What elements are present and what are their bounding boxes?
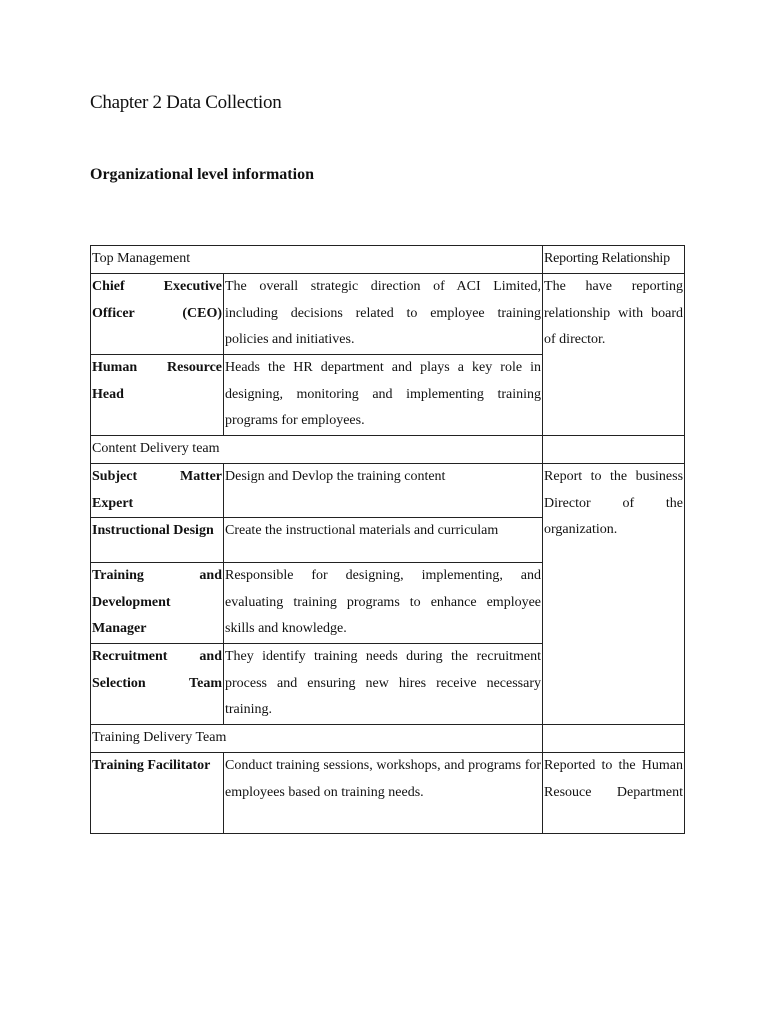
reporting-cell: Reported to the Human Resouce Department <box>543 753 685 834</box>
reporting-relationship-header: Reporting Relationship <box>543 246 685 274</box>
group-header-row <box>91 246 685 274</box>
role-cell: Subject Matter Expert <box>91 464 224 518</box>
role-cell: Training and Development Manager <box>91 563 224 644</box>
group-label-training-delivery: Training Delivery Team <box>91 725 543 753</box>
reporting-cell: Report to the business Director of the organization. <box>543 464 685 725</box>
role-cell: Chief Executive Officer (CEO) <box>91 274 224 355</box>
description-cell: Design and Devlop the training content <box>224 464 543 518</box>
empty-cell <box>543 725 685 753</box>
description-cell: Create the instructional materials and curriculam <box>224 518 543 563</box>
org-structure-table <box>90 245 685 834</box>
description-cell: Responsible for designing, implementing, and evaluating training programs to enhance employee skills and knowledge. <box>224 563 543 644</box>
role-cell: Recruitment and Selection Team <box>91 644 224 725</box>
table-row <box>91 274 685 355</box>
role-cell: Instructional Design <box>91 518 224 563</box>
chapter-title: Chapter 2 Data Collection <box>90 92 282 113</box>
table-row <box>91 753 685 834</box>
description-cell: Heads the HR department and plays a key role in designing, monitoring and implementing training programs for employees. <box>224 355 543 436</box>
description-cell: Conduct training sessions, workshops, and programs for employees based on training needs. <box>224 753 543 834</box>
group-label-content-delivery: Content Delivery team <box>91 436 543 464</box>
description-cell: They identify training needs during the recruitment process and ensuring new hires receive necessary training. <box>224 644 543 725</box>
description-cell: The overall strategic direction of ACI Limited, including decisions related to employee training policies and initiatives. <box>224 274 543 355</box>
section-title: Organizational level information <box>90 166 314 183</box>
group-label-top-management: Top Management <box>91 246 543 274</box>
role-cell: Training Facilitator <box>91 753 224 834</box>
empty-cell <box>543 436 685 464</box>
reporting-cell: The have reporting relationship with board of director. <box>543 274 685 436</box>
table-row <box>91 464 685 518</box>
group-header-row <box>91 725 685 753</box>
role-cell: Human Resource Head <box>91 355 224 436</box>
group-header-row <box>91 436 685 464</box>
